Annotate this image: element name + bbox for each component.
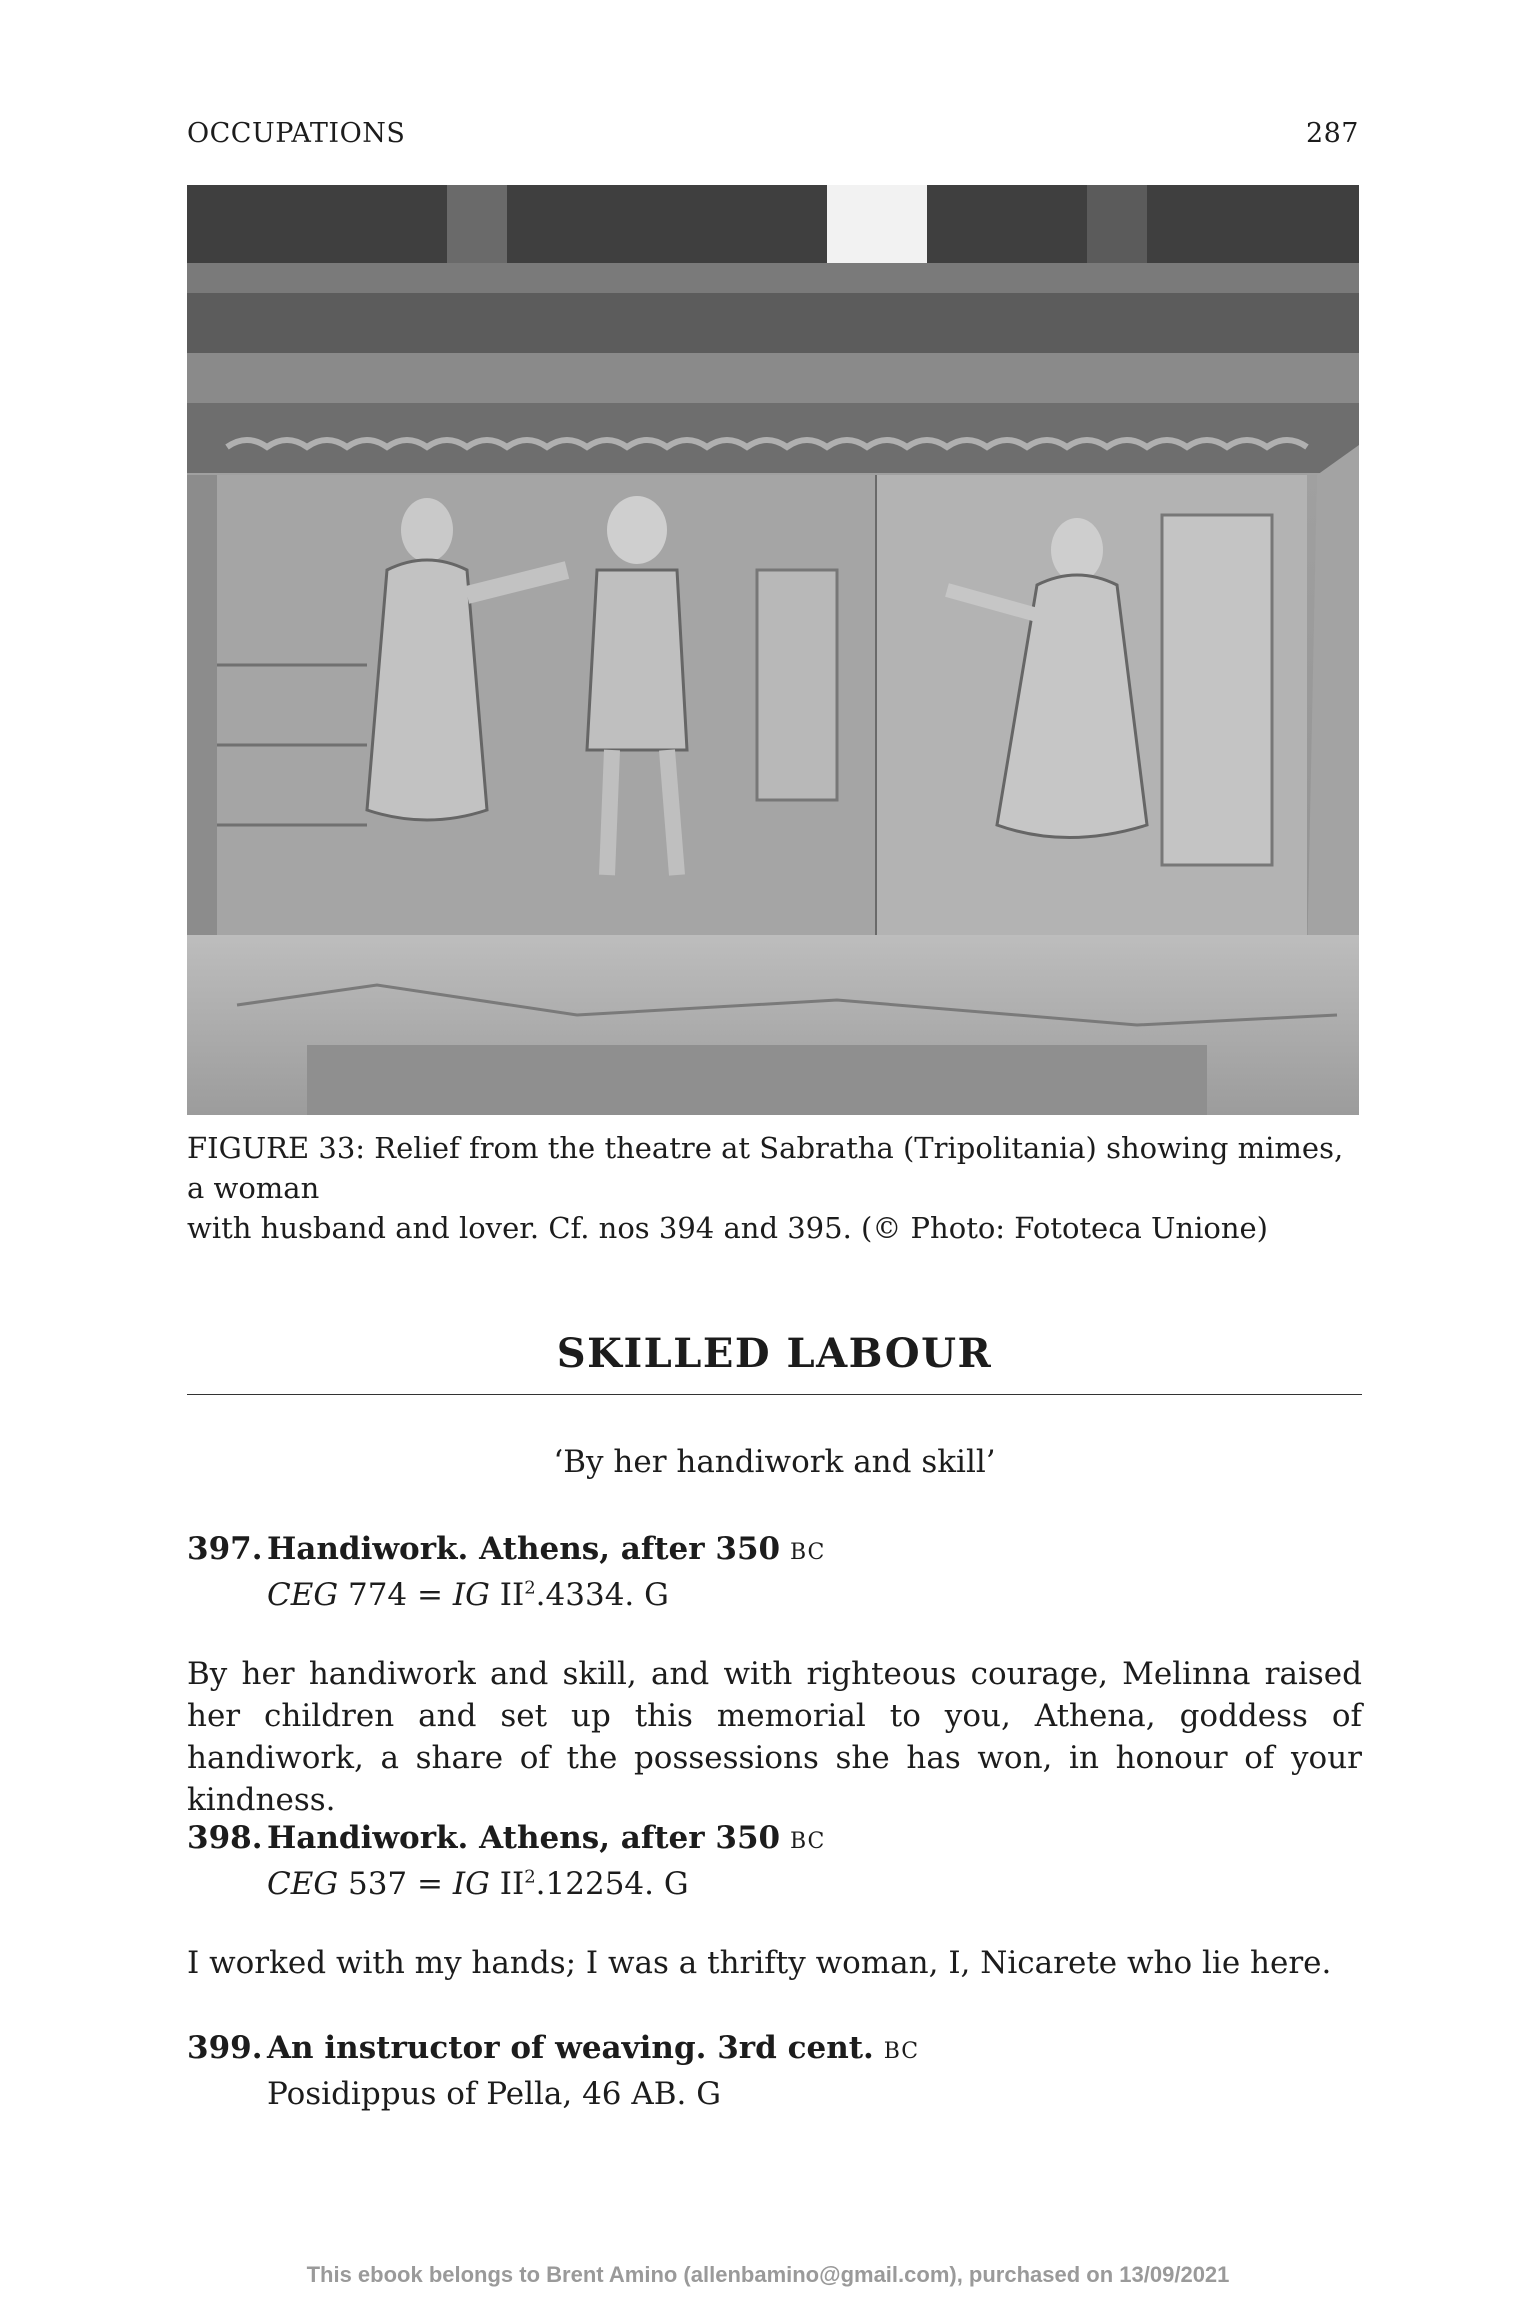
running-head-title: OCCUPATIONS xyxy=(187,118,406,149)
relief-photo xyxy=(187,185,1359,1115)
entry-number: 397. xyxy=(187,1531,263,1567)
ref-part: II xyxy=(489,1866,525,1902)
ref-part: 537 = xyxy=(338,1866,453,1902)
entry-number: 398. xyxy=(187,1820,263,1856)
entry-era: BC xyxy=(789,1829,826,1854)
ref-superscript: 2 xyxy=(524,1577,536,1599)
entry-text: I worked with my hands; I was a thrifty woman, I, Nicarete who lie here. xyxy=(187,1945,1332,1981)
ref-corpus: CEG xyxy=(267,1866,339,1902)
section-rule xyxy=(187,1394,1362,1395)
entry-reference xyxy=(187,1863,1362,1905)
section-epigraph: ‘By her handiwork and skill’ xyxy=(553,1444,996,1480)
entry-title: Handiwork. Athens, after 350 xyxy=(267,1820,781,1856)
ref-part: .12254. G xyxy=(535,1866,689,1902)
ref-corpus: IG xyxy=(452,1577,490,1613)
entry-number: 399. xyxy=(187,2030,263,2066)
relief-photo-image xyxy=(187,185,1359,1115)
entry-text: By her handiwork and skill, and with righteous courage, Melinna raised her children and set up this memorial to you, Athena, goddess of handiwork, a share of the possessions she has won, in honour of your kindness. xyxy=(187,1656,1362,1818)
ebook-watermark: This ebook belongs to Brent Amino (allenbamino@gmail.com), purchased on 13/09/2021 xyxy=(306,2262,1230,2287)
caption-line: with husband and lover. Cf. nos 394 and 395. (© Photo: Fototeca Unione) xyxy=(187,1211,1268,1245)
entry-reference xyxy=(187,1574,1362,1616)
entry-reference: Posidippus of Pella, 46 AB. G xyxy=(267,2076,722,2112)
ref-corpus: IG xyxy=(452,1866,490,1902)
section-title: SKILLED LABOUR xyxy=(556,1330,993,1377)
entry-title: An instructor of weaving. 3rd cent. xyxy=(267,2030,874,2066)
caption-line: FIGURE 33: Relief from the theatre at Sabratha (Tripolitania) showing mimes, a woman xyxy=(187,1131,1344,1205)
entry-heading xyxy=(187,2027,1362,2115)
entry-era: BC xyxy=(883,2039,920,2064)
ref-part: 774 = xyxy=(338,1577,453,1613)
ref-corpus: CEG xyxy=(267,1577,339,1613)
ref-part: II xyxy=(489,1577,525,1613)
running-head xyxy=(187,118,1359,149)
ref-part: .4334. G xyxy=(535,1577,669,1613)
entry-title: Handiwork. Athens, after 350 xyxy=(267,1531,781,1567)
figure-caption xyxy=(187,1128,1362,1248)
entry-heading xyxy=(187,1817,1362,1905)
ref-superscript: 2 xyxy=(524,1866,536,1888)
entry-era: BC xyxy=(789,1540,826,1565)
page-number: 287 xyxy=(1305,118,1359,149)
entry-heading xyxy=(187,1528,1362,1616)
